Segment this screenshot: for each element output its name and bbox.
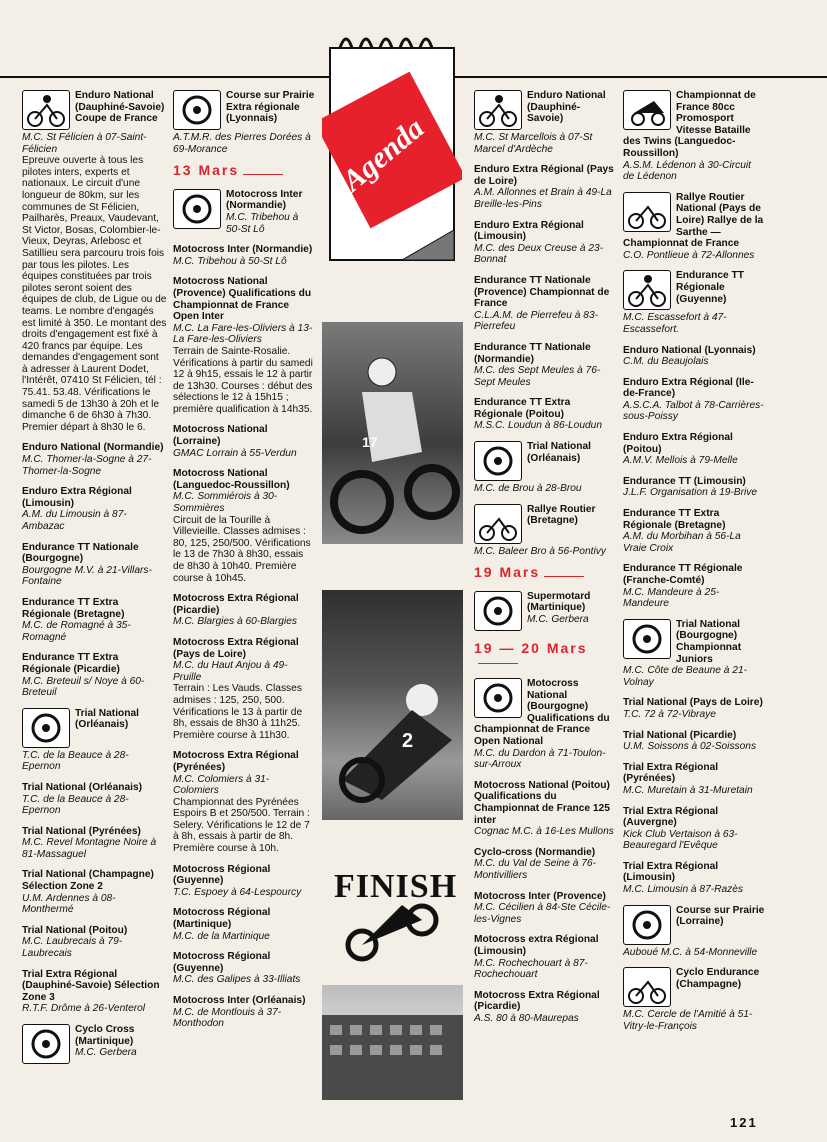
- event: [623, 476, 765, 499]
- motocross-wheel-icon: [173, 189, 221, 229]
- event: [623, 619, 765, 689]
- event-organizer: C.L.A.M. de Pierrefeu à 83-Pierrefeu: [474, 309, 599, 333]
- prairie-wheel-icon: [623, 905, 671, 945]
- event: [22, 90, 167, 433]
- event: [173, 424, 315, 459]
- event-organizer: M.C. Baleer Bro à 56-Pontivy: [474, 545, 606, 557]
- event: [22, 782, 167, 817]
- event-organizer: J.L.F. Organisation à 19-Brive: [623, 487, 758, 499]
- event-title: Championnat de France 80cc Promosport Vitesse Bataille des Twins (Languedoc-Roussillon): [623, 90, 756, 159]
- event: [474, 397, 614, 432]
- event-title: Motocross National (Provence) Qualifications du Championnat de France Open Inter: [173, 276, 312, 323]
- event-title: Trial National (Orléanais): [22, 781, 143, 793]
- event: [474, 90, 614, 155]
- event-organizer: GMAC Lorrain à 55-Verdun: [173, 447, 297, 459]
- bike-number-2: 2: [402, 730, 414, 752]
- column-4: [474, 90, 614, 1033]
- column-2: [173, 90, 315, 1039]
- bike-number-1: 17: [362, 434, 378, 450]
- event: [623, 432, 765, 467]
- event-organizer: M.C. du Val de Seine à 76-Montivilliers: [474, 858, 596, 881]
- date-heading: [173, 162, 315, 179]
- supermotard-wheel-icon: [474, 591, 522, 631]
- event-title: Enduro National (Normandie): [22, 442, 164, 454]
- date-heading: [474, 639, 614, 666]
- event: [623, 905, 765, 959]
- event-organizer: A.M. Allonnes et Brain à 49-La Breille-les-Pins: [474, 187, 612, 210]
- finish-photo: [322, 860, 463, 970]
- event-title: Endurance TT Extra Régionale (Bretagne): [623, 508, 726, 531]
- event-title: Endurance TT Nationale (Provence) Championnat de France: [474, 274, 610, 310]
- agenda-notepad: [322, 30, 462, 270]
- event-organizer: C.M. du Beaujolais: [623, 356, 709, 368]
- event-organizer: M.C. St Marcellois à 07-St Marcel d'Ardèche: [474, 132, 593, 155]
- event-organizer: R.T.F. Drôme à 26-Venterol: [22, 1003, 146, 1015]
- event: [22, 652, 167, 698]
- event-title: Trial National (Pyrénées): [22, 825, 141, 837]
- event-text: Terrain de Sainte-Rosalie. Vérifications à partir du samedi 12 à 9h15, essais le 12 à partir de 13h30. Courses : début des sélections le 12 à 15h15 ; première qualification à 14h35.: [173, 345, 313, 415]
- event: [474, 275, 614, 333]
- event: [474, 220, 614, 266]
- event: [22, 969, 167, 1015]
- event: [173, 995, 315, 1030]
- event-organizer: Auboué M.C. à 54-Monneville: [623, 946, 758, 958]
- event-title: Motocross Régional (Guyenne): [173, 951, 271, 974]
- event-title: Motocross extra Régional (Limousin): [474, 934, 599, 957]
- event: [173, 244, 315, 267]
- event-title: Motocross National (Bourgogne) Qualifications du Championnat de France Open National: [474, 678, 610, 747]
- event-title: Enduro Extra Régional (Limousin): [474, 219, 584, 243]
- event-organizer: Kick Club Vertaison à 63-Beauregard l'Evêque: [623, 828, 738, 852]
- event-organizer: T.C. de la Beauce à 28-Epernon: [22, 749, 129, 773]
- event-organizer: A.S.M. Lédenon à 30-Circuit de Lédenon: [623, 159, 751, 183]
- event-organizer: M.C. Blargies à 60-Blargies: [173, 616, 297, 628]
- road-racing-photo: [322, 590, 463, 820]
- event-title: Cyclo Cross (Martinique): [75, 1024, 135, 1047]
- event: [474, 342, 614, 388]
- rallye-rider-icon: [474, 504, 522, 544]
- event-title: Motocross Régional (Guyenne): [173, 863, 271, 887]
- event: [22, 708, 167, 773]
- date-label: 13 Mars: [173, 162, 240, 179]
- event-organizer: M.C. de Montlouis à 37-Monthodon: [173, 1006, 282, 1030]
- building-graphic: [322, 985, 463, 1100]
- event-organizer: A.T.M.R. des Pierres Dorées à 69-Morance: [173, 132, 311, 155]
- event-organizer: M.C. Tribehou à 50-St Lô: [173, 255, 287, 267]
- event-organizer: U.M. Soissons à 02-Soissons: [623, 741, 757, 753]
- event-title: Cyclo Endurance (Champagne): [676, 967, 760, 990]
- event-title: Motocross Extra Régional (Picardie): [474, 989, 600, 1013]
- event-text: Championnat des Pyrénées Espoirs B et 250/500. Terrain : Selery. Vérifications le 12 de 7 à 8h, essais à partir de 8h. Première course à 10h.: [173, 796, 310, 855]
- event-organizer: A.M. du Limousin à 87-Ambazac: [22, 509, 127, 532]
- event-organizer: M.C. Gerbera: [527, 614, 589, 626]
- event: [173, 468, 315, 584]
- event-organizer: A.S.C.A. Talbot à 78-Carrières-sous-Poissy: [623, 399, 764, 423]
- event-title: Trial National (Picardie): [623, 729, 737, 741]
- event: [22, 542, 167, 588]
- event-title: Trial Extra Régional (Limousin): [623, 860, 719, 884]
- event-title: Trial Extra Régional (Pyrénées): [623, 761, 719, 785]
- event-organizer: M.C. Côte de Beaune à 21-Volnay: [623, 665, 748, 688]
- trial-wheel-icon: [474, 441, 522, 481]
- column-5: [623, 90, 765, 1041]
- event-organizer: M.C. Laubrecais à 79-Laubrecais: [22, 936, 123, 960]
- event-title: Motocross Extra Régional (Pyrénées): [173, 750, 299, 773]
- event: [474, 441, 614, 495]
- date-label: 19 — 20 Mars: [474, 639, 588, 656]
- event-organizer: M.C. Tribehou à 50-St Lô: [226, 211, 299, 235]
- event-organizer: M.C. Escassefort à 47-Escassefort.: [623, 312, 727, 335]
- event: [623, 270, 765, 335]
- event-title: Enduro Extra Régional (Poitou): [623, 432, 733, 455]
- event-title: Enduro Extra Régional (Limousin): [22, 486, 132, 509]
- event: [22, 442, 167, 477]
- cyclo-wheel-icon: [22, 1024, 70, 1064]
- event-title: Supermotard (Martinique): [527, 590, 591, 614]
- event-title: Motocross Inter (Orléanais): [173, 995, 306, 1006]
- finish-text: FINISH: [334, 868, 458, 905]
- event-text: Terrain : Les Vauds. Classes admises : 125, 250, 500. Vérifications le 13 à partir de 8h, essais de 8h30 à 11h25. Première course à 11h30.: [173, 683, 303, 741]
- event: [623, 377, 765, 423]
- motocross-photo: [322, 322, 463, 544]
- event-title: Motocross National (Languedoc-Roussillon): [173, 468, 290, 491]
- event: [623, 967, 765, 1032]
- event-organizer: M.C. du Dardon à 71-Toulon-sur-Arroux: [474, 747, 606, 771]
- enduro-rider-icon: [474, 90, 522, 130]
- event: [173, 750, 315, 854]
- event-title: Enduro National (Lyonnais): [623, 344, 756, 356]
- event: [173, 90, 315, 155]
- event: [623, 730, 765, 753]
- event-organizer: M.C. du Haut Anjou à 49-Pruille: [173, 660, 288, 683]
- event-title: Enduro National (Dauphiné-Savoie) Coupe de France: [75, 90, 165, 125]
- event-organizer: M.C. Cécilien à 84-Ste Cécile-les-Vignes: [474, 902, 611, 925]
- event: [623, 563, 765, 609]
- event-title: Motocross Inter (Provence): [474, 890, 606, 902]
- event: [623, 762, 765, 797]
- event-organizer: M.C. Thomer-la-Sogne à 27-Thomer-la-Sogne: [22, 454, 152, 477]
- event-title: Endurance TT Extra Régionale (Bretagne): [22, 596, 125, 620]
- event-organizer: M.C. Limousin à 87-Razès: [623, 884, 744, 896]
- event-organizer: M.C. de Romagné à 35-Romagné: [22, 620, 131, 643]
- event-title: Endurance TT (Limousin): [623, 475, 746, 487]
- road-racer-silhouette: [322, 590, 463, 820]
- event-title: Motocross National (Lorraine): [173, 424, 268, 448]
- event-title: Trial National (Champagne) Sélection Zone 2: [22, 869, 154, 893]
- event-title: Motocross Inter (Normandie): [226, 188, 303, 212]
- rider-silhouette: [322, 322, 463, 544]
- page-number: 121: [730, 1115, 758, 1130]
- event-text: Circuit de la Tourille à Villevieille. Classes admises : 80, 125, 250/500. Vérifications le 13 de 7h30 à 8h30, essais de 8h30 à 10h40. Première course à 10h45.: [173, 514, 311, 584]
- event: [22, 486, 167, 532]
- event-organizer: M.C. La Fare-les-Oliviers à 13-La Fare-les-Oliviers: [173, 322, 313, 346]
- event-title: Endurance TT Extra Régionale (Poitou): [474, 397, 571, 420]
- event-organizer: Bourgogne M.V. à 21-Villars-Fontaine: [22, 564, 152, 588]
- enduro-rider-icon: [22, 90, 70, 130]
- event-title: Trial National (Pays de Loire): [623, 697, 763, 709]
- event: [623, 508, 765, 554]
- prairie-wheel-icon: [173, 90, 221, 130]
- event-title: Endurance TT Régionale (Franche-Comté): [623, 563, 743, 586]
- event-organizer: A.M.V. Mellois à 79-Melle: [623, 455, 738, 467]
- event: [474, 847, 614, 882]
- date-heading: [474, 564, 614, 581]
- motocross-wheel-icon: [474, 678, 522, 718]
- event: [623, 192, 765, 262]
- event-organizer: T.C. de la Beauce à 28-Epernon: [22, 793, 129, 817]
- event-organizer: M.C. Rochechouart à 87-Rochechouart: [474, 957, 588, 981]
- event-title: Trial National (Poitou): [22, 924, 128, 936]
- event-title: Motocross Inter (Normandie): [173, 244, 313, 256]
- event-organizer: A.M. du Morbihan à 56-La Vraie Croix: [623, 531, 741, 554]
- event-organizer: M.C. Colomiers à 31-Colomiers: [173, 773, 270, 797]
- event-organizer: C.O. Pontlieue à 72-Allonnes: [623, 249, 755, 261]
- event: [623, 90, 765, 183]
- endurance-rider-icon: [623, 270, 671, 310]
- event-organizer: M.C. Cercle de l'Amitié à 51-Vitry-le-François: [623, 1009, 753, 1032]
- event-title: Motocross Extra Régional (Picardie): [173, 593, 299, 616]
- event: [173, 593, 315, 628]
- event-organizer: M.C. Revel Montagne Noire à 81-Massaguel: [22, 837, 157, 860]
- event-organizer: M.C. des Sept Meules à 76-Sept Meules: [474, 365, 601, 388]
- event-organizer: M.C. de la Martinique: [173, 930, 270, 942]
- event: [474, 990, 614, 1025]
- event-organizer: Cognac M.C. à 16-Les Mullons: [474, 826, 614, 838]
- event: [474, 678, 614, 771]
- event-title: Rallye Routier (Bretagne): [527, 503, 596, 527]
- event-title: Cyclo-cross (Normandie): [474, 846, 596, 858]
- event-title: Endurance TT Nationale (Bourgogne): [22, 541, 139, 565]
- event-title: Trial Extra Régional (Auvergne): [623, 805, 719, 829]
- event-organizer: M.C. Sommiérois à 30-Sommières: [173, 491, 278, 515]
- event: [474, 891, 614, 926]
- event-title: Enduro Extra Régional (Pays de Loire): [474, 164, 614, 187]
- event-title: Trial National (Bourgogne) Championnat Juniors: [676, 618, 742, 665]
- event: [474, 164, 614, 210]
- event-title: Motocross Régional (Martinique): [173, 907, 271, 931]
- trial-wheel-icon: [22, 708, 70, 748]
- trial-wheel-icon: [623, 619, 671, 659]
- event: [173, 951, 315, 986]
- event-title: Endurance TT Extra Régionale (Picardie): [22, 652, 120, 675]
- event: [623, 806, 765, 852]
- building-photo: [322, 985, 463, 1100]
- rallye-rider-icon: [623, 192, 671, 232]
- event-title: Trial National (Orléanais): [75, 707, 139, 731]
- event-organizer: A.S. 80 à 80-Maurepas: [474, 1012, 579, 1024]
- event-organizer: M.C. Mandeure à 25-Mandeure: [623, 586, 720, 610]
- event: [474, 934, 614, 980]
- event: [474, 591, 614, 633]
- agenda-title: Agenda: [336, 111, 431, 198]
- event-organizer: M.C. Gerbera: [75, 1047, 137, 1059]
- event: [474, 504, 614, 558]
- event-organizer: M.C. Muretain à 31-Muretain: [623, 784, 753, 796]
- event-title: Enduro Extra Régional (Ile-de-France): [623, 376, 754, 400]
- event-title: Endurance TT Régionale (Guyenne): [676, 270, 744, 305]
- event: [474, 780, 614, 838]
- road-racer-icon: [623, 90, 671, 130]
- event-organizer: U.M. Ardennes à 08-Monthermé: [22, 892, 116, 916]
- event-title: Endurance TT Nationale (Normandie): [474, 341, 591, 365]
- event: [22, 1024, 167, 1066]
- event: [623, 861, 765, 896]
- event: [22, 925, 167, 960]
- event-title: Enduro National (Dauphiné-Savoie): [527, 90, 606, 125]
- event-title: Rallye Routier National (Pays de Loire) Rallye de la Sarthe — Championnat de France: [623, 191, 764, 250]
- event-organizer: T.C. 72 à 72-Vibraye: [623, 708, 716, 720]
- event: [173, 907, 315, 942]
- event: [22, 597, 167, 643]
- event-title: Course sur Prairie Extra régionale (Lyonnais): [226, 90, 315, 125]
- event-organizer: M.C. des Deux Creuse à 23-Bonnat: [474, 242, 604, 266]
- event: [22, 826, 167, 861]
- event-title: Course sur Prairie (Lorraine): [676, 904, 765, 928]
- event: [173, 189, 315, 235]
- event-title: Motocross Extra Régional (Pays de Loire): [173, 636, 299, 660]
- event-organizer: M.C. Breteuil s/ Noye à 60-Breteuil: [22, 675, 145, 699]
- event-organizer: M.C. de Brou à 28-Brou: [474, 483, 582, 495]
- event-organizer: M.S.C. Loudun à 86-Loudun: [474, 420, 603, 432]
- event-title: Trial Extra Régional (Dauphiné-Savoie) Sélection Zone 3: [22, 968, 160, 1003]
- date-label: 19 Mars: [474, 564, 541, 581]
- event: [623, 697, 765, 720]
- event-title: Motocross National (Poitou) Qualifications du Championnat de France 125 inter: [474, 779, 610, 826]
- event-title: Trial National (Orléanais): [527, 441, 591, 464]
- event: [173, 276, 315, 415]
- column-1: [22, 90, 167, 1075]
- event: [173, 864, 315, 899]
- event-organizer: M.C. St Félicien à 07-Saint-Félicien: [22, 132, 147, 155]
- event: [22, 869, 167, 915]
- cyclo-rider-icon: [623, 967, 671, 1007]
- event: [173, 637, 315, 741]
- event-organizer: M.C. des Galipes à 33-Illiats: [173, 974, 301, 986]
- event-organizer: T.C. Espoey à 64-Lespourcy: [173, 886, 302, 898]
- event-text: Epreuve ouverte à tous les pilotes inters, experts et nationaux. Le circuit d'une longueur de 80km, sur les communes de St Félicien, Pailharès, Preaux, Vaudevant, St Victor, Bosas, Colombier-le-Vieux, Deyras, Arlebosc et Satillieu sera parcouru trois fois par tous les pilotes. Les équipes constituées par trois pilotes seront soient des équipes de club, de Ligue ou de teams. Le nombre d'engagés est limité à 350. Le montant des droits d'engagement est fixé à 420 francs par équipe. Les demandes d'engagement sont à adresser à Laurent Dodet, l'Intérêt, 07410 St Félicien, tél : 75.41. 53.48. Vérifications le samedi 5 de 13h30 à 20h et le dimanche 6 de 6h30 à 7h30. Premier départ à 8h30 le 6.: [22, 155, 167, 433]
- event: [623, 345, 765, 368]
